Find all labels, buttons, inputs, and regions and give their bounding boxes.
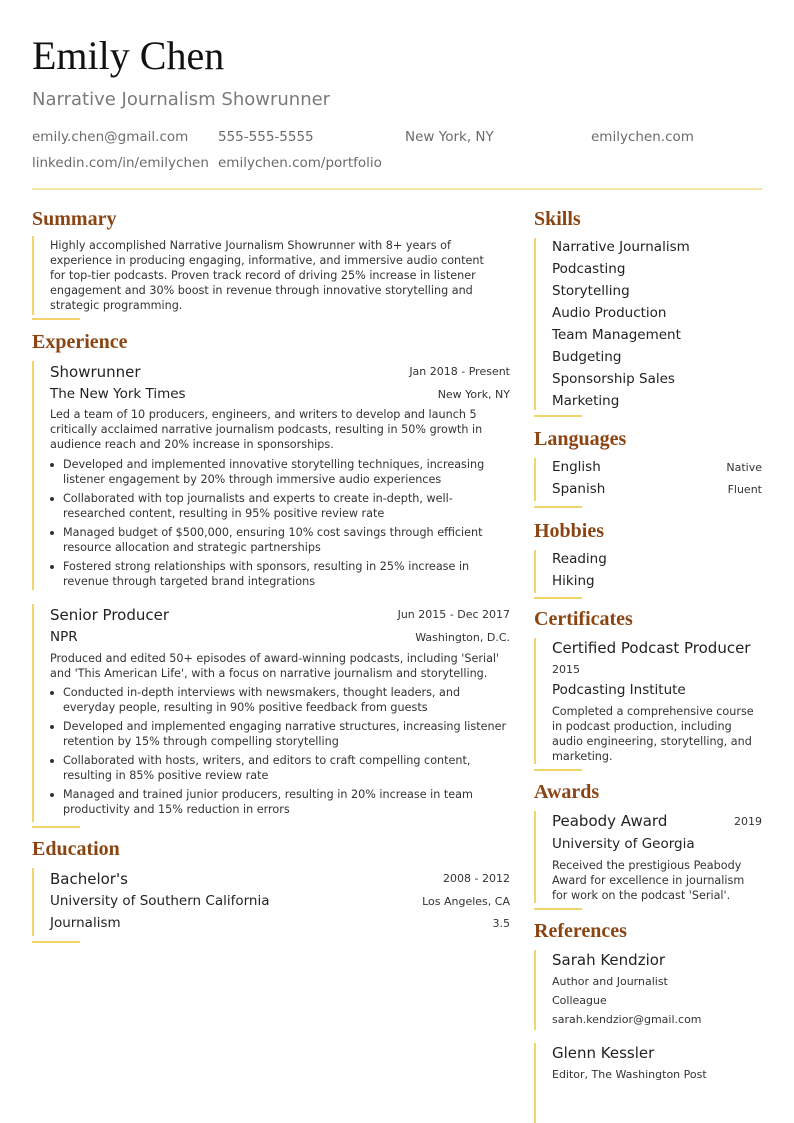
reference-name: Sarah Kendzior (552, 951, 666, 969)
contact-email[interactable]: emily.chen@gmail.com (32, 129, 189, 145)
job-description (50, 407, 515, 452)
hobby-item: Hiking (552, 573, 595, 589)
hobby-item: Reading (552, 551, 607, 567)
summary-underline (32, 318, 80, 320)
certificate-name: Certified Podcast Producer (552, 639, 751, 657)
summary-line: experience in producing engaging, informative, and immersive audio content (50, 254, 484, 267)
skill-item: Team Management (552, 327, 681, 343)
experience-heading: Experience (32, 331, 128, 353)
skills-underline (534, 415, 582, 417)
job-bullet (63, 787, 513, 817)
award-description-line: Received the prestigious Peabody (552, 859, 742, 872)
bullet-line: resulting in 85% positive review rate (63, 769, 269, 782)
award-description-line: for work on the podcast 'Serial'. (552, 889, 731, 902)
skill-item: Budgeting (552, 349, 622, 365)
certificate-year: 2015 (552, 663, 580, 676)
job-location: Washington, D.C. (415, 631, 510, 644)
bullet-line: Fostered strong relationships with sponsors, resulting in 25% increase in (63, 560, 470, 573)
job-description-line: and 'This American Life', with a focus on narrative journalism and storytelling. (50, 667, 488, 680)
bullet-line: Collaborated with top journalists and experts to create in-depth, well- (63, 492, 453, 505)
skills-accent-bar (534, 238, 536, 410)
bullet-dot-icon (50, 759, 54, 763)
language-level: Fluent (727, 483, 762, 496)
skill-item: Audio Production (552, 305, 667, 321)
job-description-line: Led a team of 10 producers, engineers, and writers to develop and launch 5 (50, 408, 477, 421)
award-description (552, 858, 767, 903)
job-location: New York, NY (437, 388, 510, 401)
skill-item: Storytelling (552, 283, 630, 299)
summary-line: engagement and 30% boost in revenue through innovative storytelling and (50, 284, 473, 297)
job-dates: Jan 2018 - Present (409, 365, 510, 378)
bullet-line: productivity and 15% reduction in errors (63, 803, 290, 816)
certificate-issuer: Podcasting Institute (552, 682, 686, 698)
award-issuer: University of Georgia (552, 836, 695, 852)
bullet-line: researched content, resulting in 95% positive review rate (63, 507, 385, 520)
bullet-dot-icon (50, 497, 54, 501)
skill-item: Sponsorship Sales (552, 371, 675, 387)
job-description-line: Produced and edited 50+ episodes of award-winning podcasts, including 'Serial' (50, 652, 500, 665)
contact-phone: 555-555-5555 (218, 129, 314, 145)
job-bullet (63, 685, 513, 715)
language-level: Native (726, 461, 762, 474)
reference-name: Glenn Kessler (552, 1044, 655, 1062)
education-school: University of Southern California (50, 893, 270, 909)
languages-heading: Languages (534, 428, 627, 450)
bullet-dot-icon (50, 793, 54, 797)
education-accent-bar (32, 868, 34, 936)
education-location: Los Angeles, CA (422, 895, 510, 908)
hobbies-heading: Hobbies (534, 520, 605, 542)
job-bullet (63, 491, 513, 521)
contact-location: New York, NY (405, 129, 494, 145)
job-description-line: audience reach and 20% increase in sponsorships. (50, 438, 334, 451)
bullet-line: Developed and implemented engaging narrative structures, increasing listener (63, 720, 507, 733)
education-gpa: 3.5 (492, 917, 510, 930)
summary-text (50, 238, 515, 313)
bullet-line: Managed budget of $500,000, ensuring 10% cost savings through efficient (63, 526, 483, 539)
experience-underline (32, 826, 80, 828)
job-accent-bar (32, 604, 34, 822)
bullet-line: listener engagement by 20% through immersive audio experiences (63, 473, 442, 486)
reference-detail: Editor, The Washington Post (552, 1068, 707, 1081)
bullet-line: Managed and trained junior producers, resulting in 20% increase in team (63, 788, 473, 801)
job-bullet (63, 719, 513, 749)
reference-detail: Author and Journalist (552, 975, 668, 988)
skill-item: Marketing (552, 393, 620, 409)
summary-accent-bar (32, 236, 34, 315)
education-underline (32, 941, 80, 943)
contact-portfolio[interactable]: emilychen.com/portfolio (218, 155, 382, 171)
certificate-description (552, 704, 767, 764)
bullet-line: Conducted in-depth interviews with newsmakers, thought leaders, and (63, 686, 461, 699)
language-name: English (552, 459, 601, 475)
job-company: The New York Times (50, 386, 186, 402)
award-year: 2019 (734, 815, 762, 828)
header-divider (32, 188, 762, 190)
candidate-name: Emily Chen (32, 33, 225, 78)
job-role: Senior Producer (50, 606, 170, 624)
bullet-line: Developed and implemented innovative storytelling techniques, increasing (63, 458, 485, 471)
summary-line: Highly accomplished Narrative Journalism Showrunner with 8+ years of (50, 239, 451, 252)
skill-item: Podcasting (552, 261, 626, 277)
job-bullet (63, 525, 513, 555)
skill-item: Narrative Journalism (552, 239, 690, 255)
bullet-dot-icon (50, 531, 54, 535)
awards-heading: Awards (534, 781, 600, 803)
certificates-heading: Certificates (534, 608, 633, 630)
job-company: NPR (50, 629, 78, 645)
job-bullet (63, 753, 513, 783)
certificate-description-line: marketing. (552, 750, 613, 763)
bullet-line: retention by 15% through compelling storytelling (63, 735, 339, 748)
bullet-line: Collaborated with hosts, writers, and editors to craft compelling content, (63, 754, 471, 767)
bullet-dot-icon (50, 463, 54, 467)
certificate-description-line: in podcast production, including (552, 720, 732, 733)
job-accent-bar (32, 361, 34, 590)
education-field: Journalism (50, 915, 121, 931)
hobbies-accent-bar (534, 550, 536, 593)
education-dates: 2008 - 2012 (443, 872, 510, 885)
awards-accent-bar (534, 811, 536, 903)
summary-line: strategic programming. (50, 299, 183, 312)
contact-linkedin[interactable]: linkedin.com/in/emilychen (32, 155, 209, 171)
award-description-line: Award for excellence in journalism (552, 874, 745, 887)
job-description-line: critically acclaimed narrative journalism podcasts, resulting in 50% growth in (50, 423, 483, 436)
bullet-line: resource allocation and strategic partnerships (63, 541, 321, 554)
reference-detail: Colleague (552, 994, 607, 1007)
awards-underline (534, 908, 582, 910)
reference-accent-bar (534, 1043, 536, 1123)
job-dates: Jun 2015 - Dec 2017 (397, 608, 510, 621)
bullet-line: revenue through targeted brand integrations (63, 575, 316, 588)
certificate-description-line: audio engineering, storytelling, and (552, 735, 752, 748)
job-role: Showrunner (50, 363, 141, 381)
languages-accent-bar (534, 458, 536, 501)
summary-line: for top-tier podcasts. Proven track record of driving 25% increase in listener (50, 269, 476, 282)
skills-heading: Skills (534, 208, 581, 230)
bullet-dot-icon (50, 691, 54, 695)
job-description (50, 651, 520, 681)
languages-underline (534, 506, 582, 508)
language-name: Spanish (552, 481, 606, 497)
candidate-title: Narrative Journalism Showrunner (32, 89, 331, 110)
contact-website[interactable]: emilychen.com (591, 129, 694, 145)
job-bullet (63, 457, 513, 487)
award-name: Peabody Award (552, 812, 668, 830)
certificate-description-line: Completed a comprehensive course (552, 705, 754, 718)
job-bullet (63, 559, 513, 589)
certificates-underline (534, 769, 582, 771)
reference-accent-bar (534, 950, 536, 1030)
certificates-accent-bar (534, 638, 536, 764)
education-degree: Bachelor's (50, 870, 128, 888)
bullet-dot-icon (50, 565, 54, 569)
references-heading: References (534, 920, 627, 942)
reference-email[interactable]: sarah.kendzior@gmail.com (552, 1013, 702, 1026)
bullet-line: everyday people, resulting in 90% positive feedback from guests (63, 701, 428, 714)
education-heading: Education (32, 838, 120, 860)
hobbies-underline (534, 597, 582, 599)
bullet-dot-icon (50, 725, 54, 729)
summary-heading: Summary (32, 208, 117, 230)
